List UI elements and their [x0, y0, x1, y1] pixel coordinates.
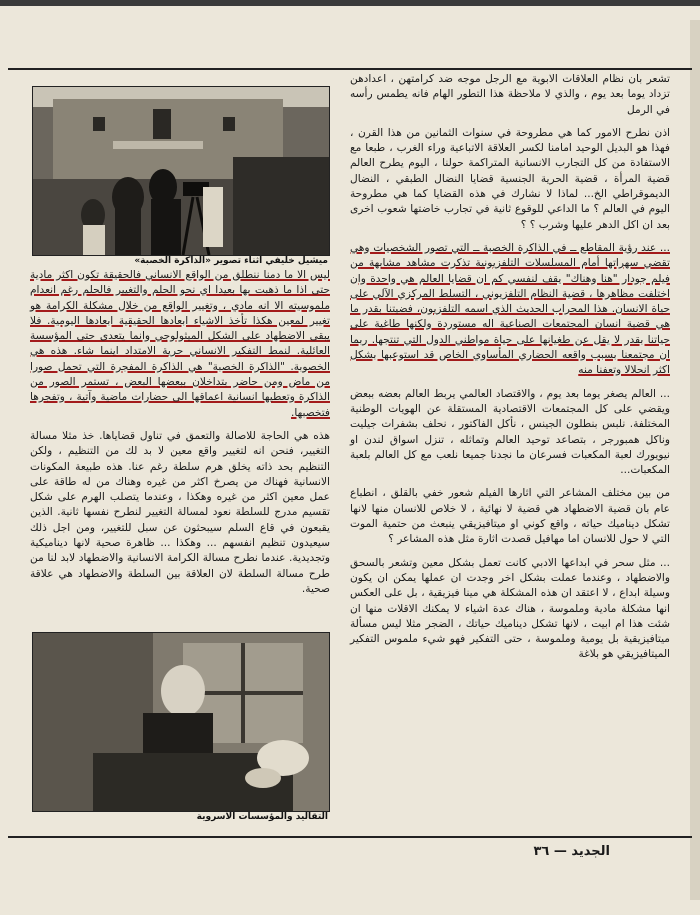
- paragraph: هذه هي الحاجة للاصالة والتعمق في تناول قضاياها. خذ مثلا مسالة التغيير، فنحن انه لتغيير واقع معين لا بد لك من التنظيم ، ولكن التنظيم بحد ذاته يخلق هرم سلطة رغم عنا. هذه طبيعة المكونات الانسانية فهناك من يصرخ اكثر من غيره وهناك من له طاقة على عمل معين اكثر من غيره وهكذا ، وعندما يتصلب الهرم على شكل تقسيم مدرج للسلطة نعود لمسالة التغيير لنطرح نفسها ثانية. الذين يقبعون في قاع السلم سيبحثون عن سبل للتغيير، ومن اجل ذلك سيعيدون تنظيم انفسهم ... وهكذا ... ظاهرة صحية لانها ديناميكية وتجديدية. عندما نطرح مسالة الكرامة الانسانية والاضطهاد لابد لنا من طرح مسالة السلطة لان العلاقة بين السلطة والاضطهاد هي علاقة صحية.: [30, 429, 330, 595]
- paragraph: [350, 241, 670, 379]
- family-scene-illustration: [33, 633, 329, 811]
- film-set-photo: [32, 86, 330, 256]
- paragraph: من بين مختلف المشاعر التي اثارها الفيلم شعور خفي بالقلق ، انطباع عام بان قضية الاضطهاد هي قضية لا نهائية ، لا خلاص للانسان منها لانها تشكل ديناميك حياته ، واقع كوني او ميتافيزيقي ينبعث من حتمية الموت التي لا حول للانسان اما مهافيل قصدت اثارة مثل هذه المشاعر ؟: [350, 487, 670, 546]
- paragraph: اذن نطرح الامور كما هي مطروحة في سنوات الثمانين من هذا القرن ، فهذا هو البديل الوحيد امامنا لكسر العلاقة الاتباعية وراء الغرب ، طبعا مع الاستفادة من كل التجارب الانسانية المتراكمة حولنا ، اليوم يطرح العالم قضية المرأة ، قضية الحرية الجنسية قضايا النضال الطبقي ، النضال الديموقراطي الخ... لماذا لا نشارك في هذه القضايا كما هي مطروحة اليوم في العالم ؟ ما الداعي للوقوع ثانية في تجارب خاضتها شعوب اخرى بعد ان اكل الدهر عليها وشرب ؟ ؟: [350, 126, 670, 231]
- paragraph: [30, 268, 330, 421]
- paragraph: ... مثل سحر في ابداعها الادبي كانت تعمل بشكل معين وتشعر بالسحق والاضطهاد ، وعندما عملت بشكل اخر وجدت ان عملها يمكن ان يكون وسيلة ابداع ، لا اعتقد ان هذه المشكلة هي مينا فيزيقية ، بل على العكس انها مشكلة مادية وملموسة ، هناك عدة اشياء لا يمكنك الاقلات منها ان شئت هذا ام ابيت ، لانها تشكل ديناميك حياتك ، الضجر مثلا ليس مسألة ميتافيزيقية بل يومية وملموسة ، حتى التفكير فهو شيء ملموس التفكير الميتافيزيقي هو بلاغة: [350, 556, 670, 661]
- page-footer: [533, 844, 610, 859]
- scan-edge: [0, 0, 700, 6]
- film-set-illustration: [33, 87, 329, 255]
- page-edge-strip: [690, 20, 700, 900]
- bottom-photo-caption: التقاليد والمؤسسات الاسروية: [196, 812, 328, 822]
- left-text-column: [30, 268, 330, 605]
- right-text-column: [350, 72, 670, 671]
- underlined-paragraph: ... عند رؤية المقاطع ــ في الذاكرة الخصبة ــ التي تصور الشخصيات وهي تقضي سهراتها أمام المسلسلات التلفزيونية تذكرت مشاهد مشابهة من فيلم جودار "هنا وهناك" يقف لنفسي كم ان قضايا العالم هي واحدة وان اختلفت مظاهرها ، قضية النظام التلفزيوني ، التسلط المركزي الآلي على حياة الانسان. هذا المحراب الحديث الذي اسمه التلفزيون، فضيتنا بقدر ما هي قضية انسان المجتمعات الصناعية اله مستوردة ولكنها طاغية على حياتنا بقدر لا يقل عن طغيانها على حياة مواطني الدول التي تنتجها. ربما ان مجتمعنا بسبب واقعه الحضاري المأساوي الخاص قد استوعبها بشكل اكثر انحلالا وتعفنا منه: [350, 241, 670, 377]
- footer-rule: [8, 836, 692, 838]
- magazine-name: الجديد: [571, 844, 610, 859]
- underlined-paragraph: ليس الا ما دمنا ننطلق من الواقع الانساني فالحقيقة تكون اكثر مادية حتى اذا ما ذهبت بها بعيدا اي نحو الحلم والتغيير فالحلم رغم انعدام ملموسيته الا انه مادي ، وتغيير الواقع من خلال مشكلة الكرامة هو تغيير لمعين هكذا تأخذ الاشياء ابعادها الحقيقية ابعادها اليومية. فلا يبقى الاضطهاد على الشكل الميثولوجي وانما يتعدى حتى المؤسسة العائلية. لنمط التفكير الانساني حرية الامتداد اينما شاء. هذه هي الخصوبة. "الذاكرة الخصبة" هي الذاكرة المفجرة التي تحمل صورا من ماض ومن حاضر بتداخلان ببعضها البعض ، تستمر الصور من الذاكرة وتعطيها انسانية اعماقها الى حضارات ماضية وآتية ، وتفجرها فتخصبها.: [30, 269, 330, 419]
- family-scene-photo: [32, 632, 330, 812]
- page-number: ٣٦: [533, 844, 550, 859]
- paragraph: ... العالم يصغر يوما بعد يوم ، والاقتصاد العالمي يربط العالم بعضه ببعض ويقضي على كل المجتمعات الاقتصادية المستقلة عن الهويات الوطنية المختلفة. نلبس بنطلون الجينس ، نأكل الفاكتور ، نحلف بشفرات جيليت وناكل همبورجر ، بتصاعد توحيد العالم وتماثله ، تنزل اسواق لندن او نيويورك لعبة المكعبات فسرعان ما نجدنا جميعا نلعب مع كل العالم بلعبة المكعبات...: [350, 387, 670, 477]
- paragraph: تشعر بان نظام العلاقات الابوية مع الرجل موجه ضد كرامتهن ، اعدادهن تزداد يوما بعد يوم ، والذي لا ملاحظة هذا التطور الهام فانه يطمس رأسه في الرمل: [350, 73, 670, 116]
- top-photo-caption: ميشيل خليفي اثناء تصوير «الذاكرة الخصبة»: [134, 256, 328, 266]
- footer-dash: —: [549, 844, 567, 859]
- header-rule: [8, 68, 692, 70]
